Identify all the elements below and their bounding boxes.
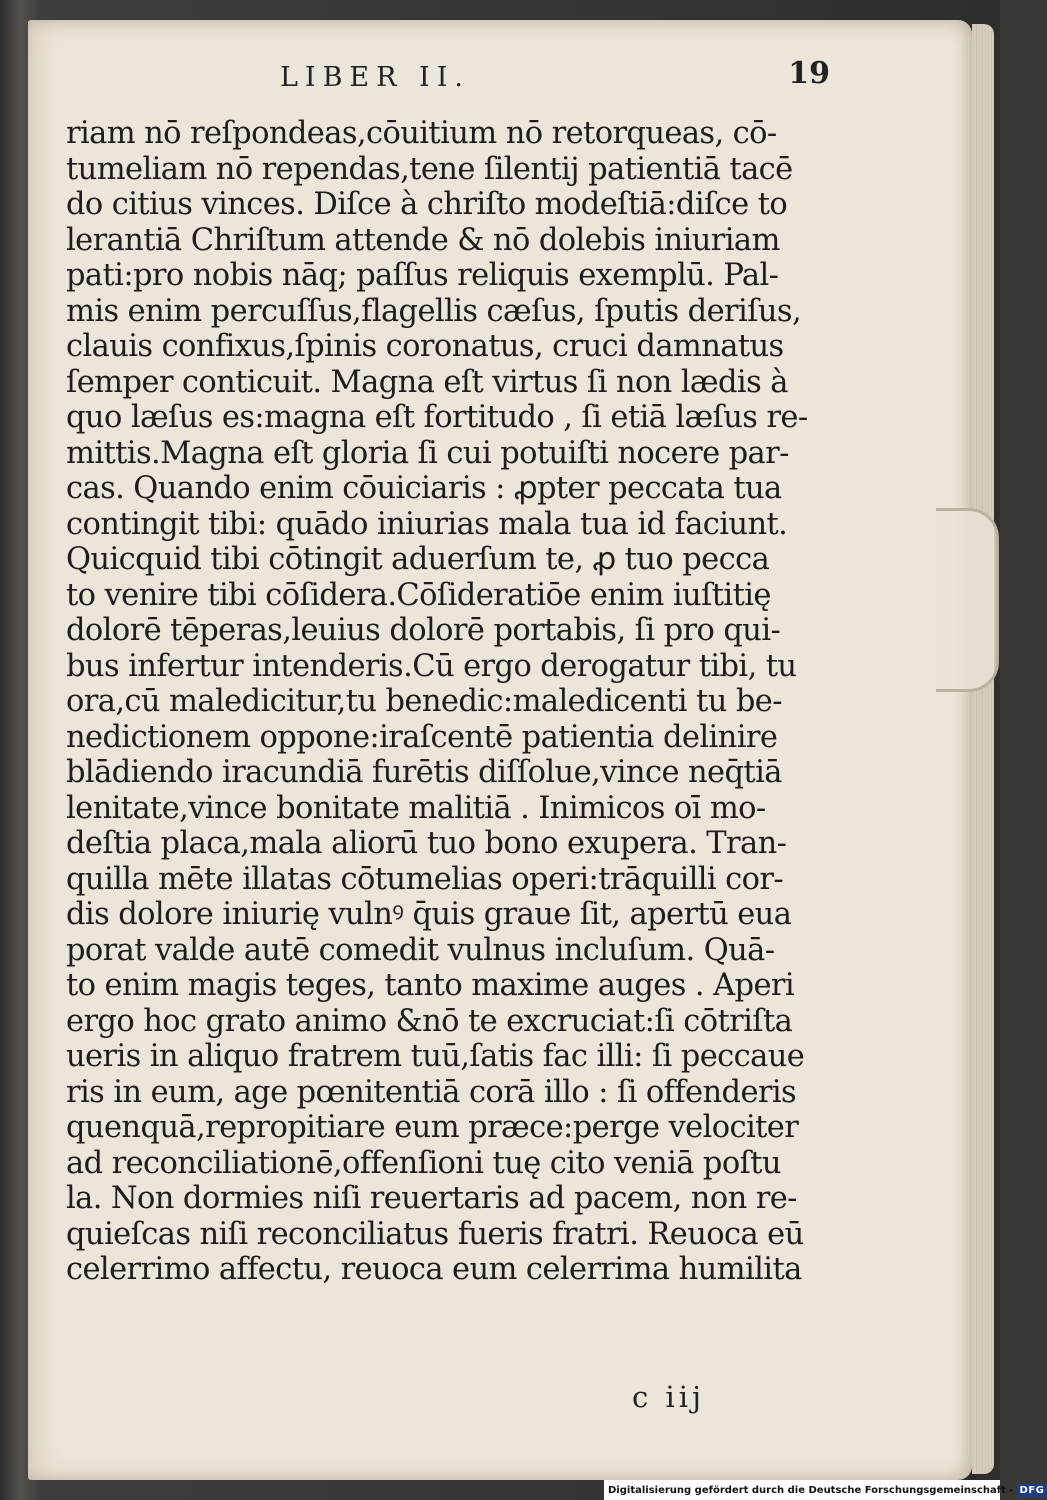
text-line: contingit tibi: quādo iniurias mala tua id faciunt. xyxy=(66,506,788,542)
dfg-logo-icon: DFG xyxy=(1017,1484,1047,1497)
text-line: nedictionem oppone:iraſcentē patientia delinire xyxy=(66,719,778,755)
text-line: deſtia placa,mala aliorū tuo bono exupera. Tran- xyxy=(66,826,787,861)
text-line: ora,cū maledicitur,tu benedic:maledicenti tu be- xyxy=(66,684,782,719)
book-fore-edge xyxy=(972,24,994,1474)
text-line: Quicquid tibi cōtingit aduerſum te, ꝓ tuo pecca xyxy=(66,542,770,577)
text-line: ad reconciliationē,offenſioni tuę cito veniā poſtu xyxy=(66,1145,781,1181)
text-line: do citius vinces. Diſce à chriſto modeſtiā:diſce to xyxy=(66,187,788,222)
text-line: blādiendo iracundiā furētis diſſolue,vince neq̄tiā xyxy=(66,755,782,790)
text-line: cas. Quando enim cōuiciaris : ꝓpter peccata tua xyxy=(66,471,782,506)
text-line: porat valde autē comedit vulnus incluſum. Quā- xyxy=(66,932,775,968)
text-line: quieſcas niſi reconciliatus fueris fratri. Reuoca eū xyxy=(66,1216,804,1252)
text-line: ergo hoc grato animo &nō te excruciat:ſi cōtriſta xyxy=(66,1003,793,1039)
text-line: lerantiā Chriſtum attende & nō dolebis iniuriam xyxy=(66,222,780,258)
page-header xyxy=(110,52,830,102)
text-line: mittis.Magna eſt gloria ſi cui potuiſti nocere par- xyxy=(66,435,789,471)
signature-mark: c iij xyxy=(632,1380,706,1414)
text-line: pati:pro nobis nāq; paſſus reliquis exemplū. Pal- xyxy=(66,258,779,293)
text-line: riam nō reſpondeas,cōuitium nō retorqueas, cō- xyxy=(66,116,777,151)
text-line: bus infertur intenderis.Cū ergo derogatur tibi, tu xyxy=(66,648,797,684)
text-line: to venire tibi cōſidera.Cōſideratiōe enim iuſtitię xyxy=(66,577,771,613)
text-line: quilla mēte illatas cōtumelias operi:trāquilli cor- xyxy=(66,861,784,897)
text-line: quo læſus es:magna eſt fortitudo , ſi etiā læſus re- xyxy=(66,400,808,435)
body-text xyxy=(66,116,826,1288)
text-line: ueris in aliquo fratrem tuū,ſatis fac illi: ſi peccaue xyxy=(66,1039,805,1074)
text-line: to enim magis teges, tanto maxime auges . Aperi xyxy=(66,968,795,1003)
text-line: dis dolore iniurię vulnꝰ q̄uis graue ſit, apertū eua xyxy=(66,897,792,932)
clasp-mark xyxy=(936,508,999,692)
text-line: dolorē tēperas,leuius dolorē portabis, ſi pro qui- xyxy=(66,613,781,648)
digitization-footer xyxy=(604,1480,1045,1500)
text-line: ris in eum, age pœnitentiā corā illo : ſi offenderis xyxy=(66,1074,797,1110)
folio-number: 19 xyxy=(788,56,830,91)
running-head: LIBER II. xyxy=(280,62,470,93)
text-line: ſemper conticuit. Magna eſt virtus ſi non lædis à xyxy=(66,364,788,400)
funding-credit: Digitalisierung gefördert durch die Deutsche Forschungsgemeinschaft - xyxy=(608,1484,1014,1496)
text-line: mis enim percuſſus,flagellis cæſus, ſputis deriſus, xyxy=(66,293,802,329)
text-line: quenquā,repropitiare eum præce:perge velociter xyxy=(66,1110,799,1145)
text-line: clauis confixus,ſpinis coronatus, cruci damnatus xyxy=(66,329,784,364)
text-line: celerrimo affectu, reuoca eum celerrima humilita xyxy=(66,1252,802,1287)
text-line: la. Non dormies niſi reuertaris ad pacem, non re- xyxy=(66,1181,797,1216)
text-line: tumeliam nō rependas,tene ſilentij patientiā tacē xyxy=(66,151,793,187)
text-line: lenitate,vince bonitate malitiā . Inimicos oī mo- xyxy=(66,790,766,826)
